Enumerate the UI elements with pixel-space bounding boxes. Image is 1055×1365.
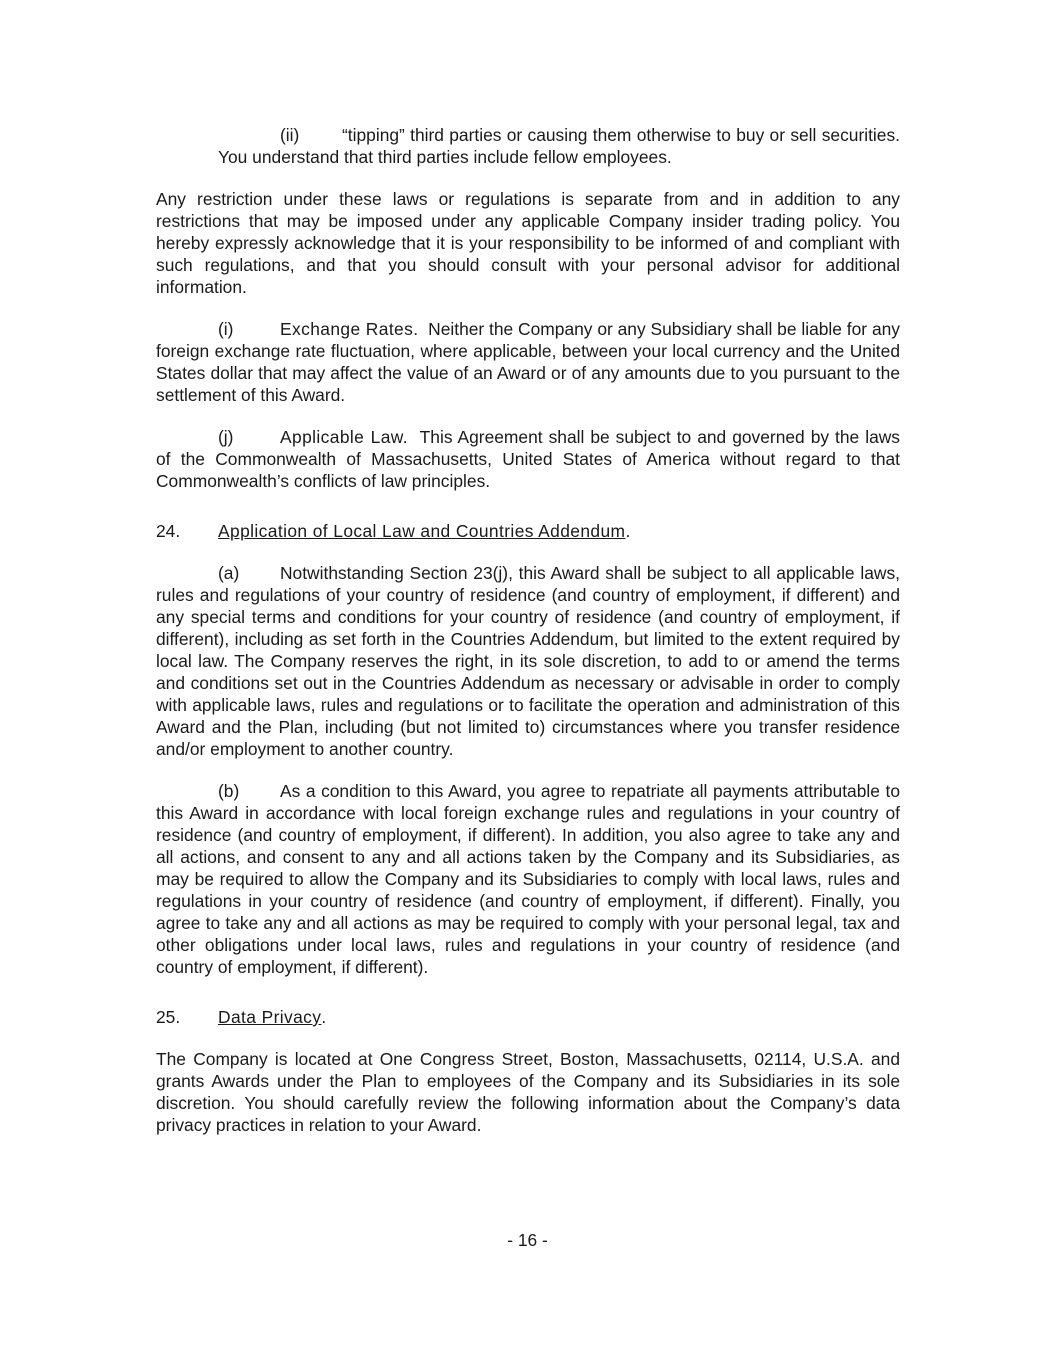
item-i-label: (i) <box>218 319 234 339</box>
restriction-paragraph: Any restriction under these laws or regulations is separate from and in addition to any restrictions that may be imposed under any applicable Company insider trading policy. You hereby expressly acknowledge that it is your responsibility to be informed of and compliant with such regulations, and that you should consult with your personal advisor for additional information. <box>156 189 900 297</box>
sub-item-ii-label: (ii) <box>280 125 300 145</box>
item-b-paragraph <box>156 780 900 978</box>
section-25-trail: . <box>321 1007 327 1027</box>
item-j-label: (j) <box>218 427 234 447</box>
item-i-text: Neither the Company or any Subsidiary shall be liable for any foreign exchange rate fluctuation, where applicable, between your local currency and the United States dollar that may affect the value of an Award or of any amounts due to you pursuant to the settlement of this Award. <box>156 319 900 405</box>
item-j-text: This Agreement shall be subject to and governed by the laws of the Commonwealth of Massachusetts, United States of America without regard to that Commonwealth’s conflicts of law principles. <box>156 427 900 491</box>
page-number: - 16 - <box>507 1230 548 1250</box>
item-b-text: As a condition to this Award, you agree to repatriate all payments attributable to this Award in accordance with local foreign exchange rules and regulations in your country of residence (and country of employment, if different). In addition, you also agree to take any and all actions, and consent to any and all actions taken by the Company and its Subsidiaries, as may be required to allow the Company and its Subsidiaries to comply with local laws, rules and regulations in your country of residence (and country of employment, if different). Finally, you agree to take any and all actions as may be required to comply with your personal legal, tax and other obligations under local laws, rules and regulations in your country of residence (and country of employment, if different). <box>156 781 900 977</box>
privacy-paragraph: The Company is located at One Congress Street, Boston, Massachusetts, 02114, U.S.A. and grants Awards under the Plan to employees of the Company and its Subsidiaries in its sole discretion. You should carefully review the following information about the Company’s data privacy practices in relation to your Award. <box>156 1049 900 1135</box>
section-25-number: 25. <box>156 1007 181 1027</box>
item-i-caption: Exchange Rates. <box>280 319 419 339</box>
section-24-number: 24. <box>156 521 181 541</box>
item-a-text: Notwithstanding Section 23(j), this Award shall be subject to all applicable laws, rules and regulations of your country of residence (and country of employment, if different) and any special terms and conditions for your country of residence (and country of employment, if different), including as set forth in the Countries Addendum, but limited to the extent required by local law. The Company reserves the right, in its sole discretion, to add to or amend the terms and conditions set out in the Countries Addendum as necessary or advisable in order to comply with applicable laws, rules and regulations or to facilitate the operation and administration of this Award and the Plan, including (but not limited to) circumstances where you transfer residence and/or employment to another country. <box>156 563 900 759</box>
section-25-heading <box>156 1006 900 1028</box>
item-j-caption: Applicable Law. <box>280 427 408 447</box>
section-24-heading <box>156 520 900 542</box>
sub-item-ii-text: “tipping” third parties or causing them otherwise to buy or sell securities. You understand that third parties include fellow employees. <box>218 125 900 167</box>
sub-item-ii <box>218 124 900 168</box>
item-a-paragraph <box>156 562 900 760</box>
section-25-title: Data Privacy <box>218 1007 322 1027</box>
item-j-applicable-law <box>156 426 900 492</box>
section-24-trail: . <box>625 521 631 541</box>
document-body <box>156 124 900 1136</box>
item-i-exchange-rates <box>156 318 900 406</box>
item-a-label: (a) <box>218 563 240 583</box>
section-24-title: Application of Local Law and Countries Addendum <box>218 521 626 541</box>
item-b-label: (b) <box>218 781 240 801</box>
